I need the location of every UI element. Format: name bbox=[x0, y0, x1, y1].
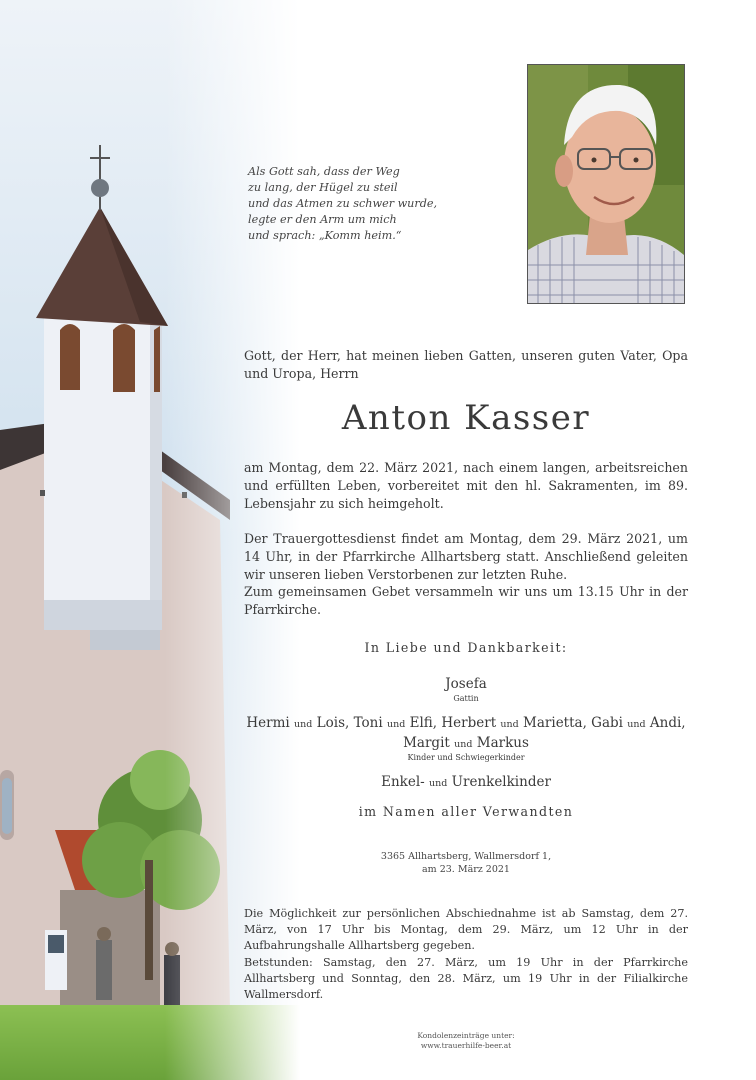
footer-label: Kondolenzeinträge unter: bbox=[417, 1031, 515, 1040]
address-line: 3365 Allhartsberg, Wallmersdorf 1, bbox=[380, 851, 552, 862]
child-name: Marietta, bbox=[523, 715, 587, 731]
spouse-name: Josefa bbox=[445, 676, 487, 692]
child-name: Andi, bbox=[649, 715, 686, 731]
grandchildren-label: Enkel- bbox=[381, 774, 425, 790]
deceased-name: Anton Kasser bbox=[341, 398, 591, 438]
child-name: Margit bbox=[403, 735, 450, 751]
connector: und bbox=[500, 719, 519, 730]
connector: und bbox=[627, 719, 646, 730]
prayer-text: Zum gemeinsamen Gebet versammeln wir uns um 13.15 Uhr in der Pfarrkirche. bbox=[244, 584, 688, 617]
child-name: Gabi bbox=[591, 715, 623, 731]
poem-line: zu lang, der Hügel zu steil bbox=[248, 181, 398, 194]
relatives-line: im Namen aller Verwandten bbox=[358, 804, 574, 819]
funeral-service-text: Der Trauergottesdienst findet am Montag, dem 29. März 2021, um 14 Uhr, in der Pfarrkirche Allhartsberg statt. Anschließend geleiten wir unseren lieben Verstorbenen zur letzten Ruhe. bbox=[244, 531, 688, 582]
child-name: Toni bbox=[353, 715, 383, 731]
children-list bbox=[244, 714, 688, 754]
great-grandchildren-label: Urenkelkinder bbox=[451, 774, 551, 790]
connector: und bbox=[387, 719, 406, 730]
prayer-hours-text: Betstunden: Samstag, den 27. März, um 19 Uhr in der Pfarrkirche Allhartsberg und Sonntag, den 28. März, um 19 Uhr in der Filialkirche Wallmersdorf. bbox=[244, 956, 688, 1001]
footer bbox=[244, 1031, 688, 1051]
poem-line: und sprach: „Komm heim.“ bbox=[248, 229, 402, 242]
connector: und bbox=[294, 719, 313, 730]
footer-url[interactable]: www.trauerhilfe-beer.at bbox=[420, 1041, 512, 1050]
connector: und bbox=[429, 778, 448, 789]
intro-text: Gott, der Herr, hat meinen lieben Gatten, unseren guten Vater, Opa und Uropa, Herrn bbox=[244, 348, 688, 381]
poem-line: legte er den Arm um mich bbox=[248, 213, 397, 226]
address-date: am 23. März 2021 bbox=[422, 864, 510, 875]
connector: und bbox=[454, 739, 473, 750]
poem-line: Als Gott sah, dass der Weg bbox=[248, 165, 400, 178]
poem-line: und das Atmen zu schwer wurde, bbox=[248, 197, 438, 210]
child-name: Herbert bbox=[441, 715, 497, 731]
spouse-role: Gattin bbox=[453, 694, 479, 703]
child-name: Elfi, bbox=[409, 715, 438, 731]
death-announcement: am Montag, dem 22. März 2021, nach einem langen, arbeitsreichen und erfüllten Leben, vorbereitet mit den hl. Sakramenten, im 89. Lebensjahr zu sich heimgeholt. bbox=[244, 460, 688, 511]
poem-quote bbox=[248, 164, 488, 244]
love-thanks-line: In Liebe und Dankbarkeit: bbox=[364, 640, 568, 655]
grandchildren-line bbox=[244, 774, 688, 790]
children-role: Kinder und Schwiegerkinder bbox=[407, 753, 525, 762]
child-name: Markus bbox=[476, 735, 529, 751]
child-name: Lois, bbox=[316, 715, 350, 731]
address-block bbox=[244, 850, 688, 876]
portrait-photo bbox=[527, 64, 685, 304]
farewell-text: Die Möglichkeit zur persönlichen Abschiednahme ist ab Samstag, dem 27. März, von 17 Uhr bis Montag, dem 29. März, um 12 Uhr in der Aufbahrungshalle Allhartsberg gegeben. bbox=[244, 907, 688, 952]
child-name: Hermi bbox=[246, 715, 290, 731]
